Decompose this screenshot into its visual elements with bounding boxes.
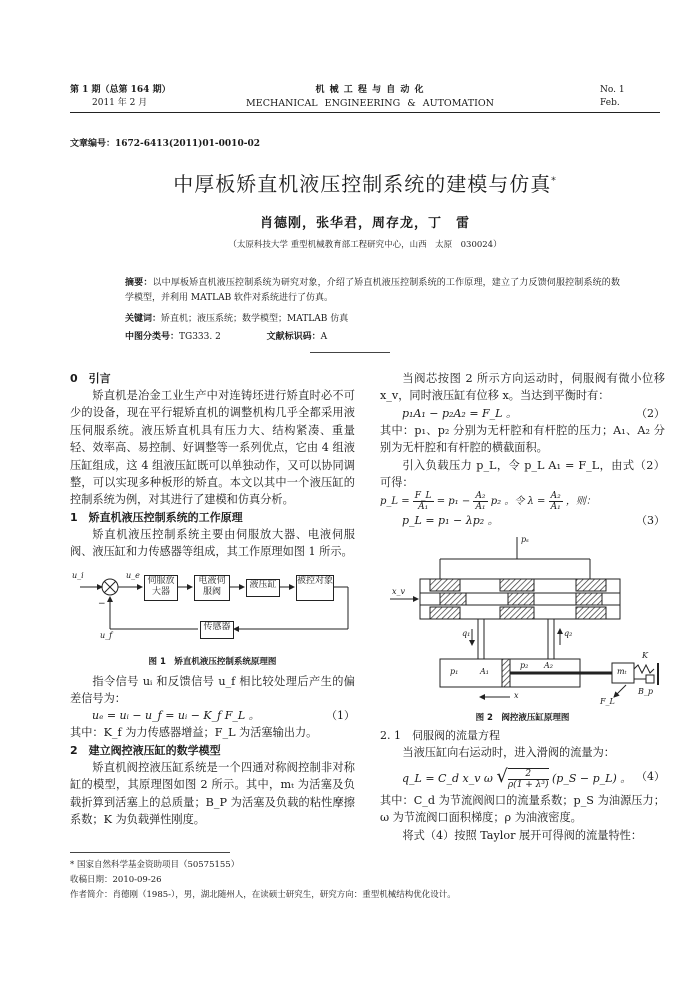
fig2-k: K: [642, 651, 648, 661]
fig1-cylinder: 液压缸: [246, 579, 280, 597]
month: Feb.: [600, 98, 620, 108]
eq3a-frac1: [413, 491, 434, 512]
fig2-p2: p₂: [520, 661, 529, 671]
issue-no: No. 1: [600, 85, 625, 95]
footnote-author: 作者简介：肖德刚（1985-），男，湖北随州人，在读硕士研究生，研究方向：重型机械结构优化设计。: [70, 890, 456, 900]
header-right: [600, 84, 660, 110]
eq3a-frac2: [473, 491, 487, 512]
fig1-servo-valve: 电液伺服阀: [194, 575, 230, 601]
figure-1-caption: 图 1 矫直机液压控制系统原理图: [148, 656, 277, 667]
keywords-text: 矫直机；液压系统；数学模型；MATLAB 仿真: [161, 314, 349, 324]
fig2-q2: q₂: [564, 629, 573, 639]
authors: 肖德刚，张华君，周存龙，丁 雷: [259, 216, 470, 231]
journal-en: MECHANICAL ENGINEERING & AUTOMATION: [246, 98, 494, 109]
intro-paragraph: 矫直机是冶金工业生产中对连铸坯进行矫直时必不可少的设备，现在平行辊矫直机的调整机构几乎全都采用液压伺服系统。液压矫直机具有压力大、结构紧凑、重量轻、效率高、易控制、好调整等一系列优点，它由 4 组液压缸组成，这 4 组液压缸既可以单独动作，又可以协同调整，可以实现多种板形的矫直。本文以其中一个液压缸的控制系统为例，对其进行了建模和仿真分析。: [70, 389, 355, 507]
eq1-number: （1）: [326, 709, 355, 723]
fig2-x: x: [514, 691, 519, 701]
fig2-fl: F_L: [600, 697, 615, 707]
eq3a-mid: = p₁ −: [436, 496, 471, 508]
eq4-post: (p_S − p_L) 。: [552, 771, 632, 785]
figure-1: [70, 569, 355, 651]
fig1-uf-label: u_f: [100, 630, 113, 640]
fig1-minus: −: [98, 598, 106, 609]
keywords: [125, 312, 620, 327]
left-column: [70, 370, 355, 829]
fig2-a2: A₂: [544, 661, 553, 671]
eq3a-f3-num: A₂: [550, 491, 561, 502]
eq4-sqrt: √: [496, 765, 508, 787]
fig2-xv: x_v: [392, 587, 406, 597]
flow-paragraph: 当液压缸向右运动时，进入滑阀的流量为：: [402, 746, 615, 760]
abstract: [125, 276, 620, 306]
eq3a-f1-num: F_L: [414, 491, 432, 502]
eq3a-f2-num: A₂: [475, 491, 486, 502]
fig1-sensor: 传感器: [200, 621, 234, 639]
equation-4: [380, 762, 665, 792]
eq2-explanation: 其中：p₁、p₂ 分别为无杆腔和有杆腔的压力；A₁、A₂ 分别为无杆腔和有杆腔的横截面积。: [380, 423, 665, 455]
section-2-heading: 2 建立阀控液压缸的数学模型: [70, 743, 221, 757]
eq3a-post: p₂ 。令 λ =: [490, 496, 546, 508]
equation-2: [380, 405, 665, 422]
right-column: [380, 370, 665, 844]
subsection-2-1-heading: 2. 1 伺服阀的流量方程: [380, 729, 500, 743]
keywords-label: 关键词：: [125, 314, 162, 324]
section-0-heading: 0 引言: [70, 372, 111, 385]
date: 2011 年 2 月: [92, 98, 148, 108]
equation-1: [70, 707, 355, 724]
eq3a-frac3: [549, 491, 563, 512]
fig2-mt: mₜ: [617, 667, 627, 677]
class-value: TG333. 2: [179, 332, 221, 342]
issue: 第 1 期（总第 164 期）: [70, 85, 171, 95]
fig2-q1: q₁: [462, 629, 471, 639]
section-1-heading: 1 矫直机液压控制系统的工作原理: [70, 510, 243, 524]
eq4-number: （4）: [636, 769, 665, 783]
eq3-number: （3）: [636, 514, 665, 528]
eq2-body: p₁A₁ − p₂A₂ = F_L 。: [402, 406, 517, 420]
load-pressure-paragraph: 引入负载压力 p_L，令 p_L A₁ = F_L，由式（2）可得：: [380, 458, 665, 490]
fig2-bp: B_p: [638, 687, 653, 697]
header-center: [220, 84, 520, 110]
figure-2-caption: 图 2 阀控液压缸原理图: [475, 713, 570, 724]
doc-label: 文献标识码：: [266, 332, 321, 342]
affiliation: （太原科技大学 重型机械教育部工程研究中心，山西 太原 030024）: [228, 240, 502, 250]
fig2-p1: p₁: [450, 667, 459, 677]
fig1-servo-amplifier: 伺服放大器: [144, 575, 178, 601]
abstract-label: 摘要：: [125, 278, 153, 288]
equation-3a: [380, 491, 665, 512]
section-1-paragraph: 矫直机液压控制系统主要由伺服放大器、电液伺服阀、液压缸和力传感器等组成，其工作原理如图 1 所示。: [70, 527, 355, 559]
eq3a-f1-den: A₁: [418, 502, 429, 513]
fig1-ui-label: u_i: [72, 570, 84, 580]
eq3a-pre: p_L =: [380, 496, 410, 508]
footnote-rule: [70, 852, 230, 853]
doc-value: A: [320, 332, 328, 342]
eq1-explanation: 其中：K_f 为力传感器增益；F_L 为活塞输出力。: [70, 726, 318, 740]
eq2-number: （2）: [636, 406, 665, 420]
eq4-num: 2: [508, 769, 549, 780]
abstract-rule: [310, 352, 390, 353]
title-text: 中厚板矫直机液压控制系统的建模与仿真: [173, 172, 552, 196]
eq4-explanation: 其中：C_d 为节流阀阀口的流量系数；p_S 为油源压力；ω 为节流阀口面积梯度；ρ 为油液密度。: [380, 793, 665, 825]
taylor-paragraph: 将式（4）按照 Taylor 展开可得阀的流量特性：: [402, 828, 643, 842]
fig2-ps: pₛ: [521, 535, 529, 545]
fig1-object: 被控对象: [296, 575, 334, 601]
eq4-den: ρ(1 + λ³): [507, 779, 549, 790]
signal-paragraph: 指令信号 uᵢ 和反馈信号 u_f 相比较处理后产生的偏差信号为：: [70, 674, 355, 706]
article-no: 文章编号：1672-6413(2011)01-0010-02: [70, 139, 260, 149]
footnote-fund: * 国家自然科学基金资助项目（50575155）: [70, 860, 240, 870]
fig2-a1: A₁: [480, 667, 489, 677]
header-rule: [70, 112, 660, 113]
valve-paragraph: 当阀芯按图 2 所示方向运动时，伺服阀有微小位移 x_v，同时液压缸有位移 x。当达到平衡时有：: [380, 372, 665, 403]
figure-2: [380, 533, 665, 709]
eq4-frac: [508, 768, 549, 790]
eq3-body: p_L = p₁ − λp₂ 。: [402, 514, 499, 528]
eq3a-f2-den: A₁: [475, 502, 486, 513]
page-title: [70, 168, 660, 197]
journal-cn: 机 械 工 程 与 自 动 化: [315, 85, 425, 95]
eq1-body: uₑ = uᵢ − u_f = uᵢ − K_f F_L 。: [92, 709, 260, 723]
equation-3: [380, 512, 665, 529]
section-2-paragraph: 矫直机阀控液压缸系统是一个四通对称阀控制非对称缸的模型，其原理图如图 2 所示。其中，mₜ 为活塞及负载折算到活塞上的总质量；B_P 为活塞及负载的粘性摩擦系数；K 为负载弹性刚度。: [70, 760, 355, 827]
header-left: [70, 84, 220, 110]
title-mark: *: [551, 176, 557, 187]
figure-2-drawing: [380, 533, 665, 709]
footnotes: [70, 858, 660, 903]
fig1-ue-label: u_e: [126, 570, 140, 580]
footnote-received: 收稿日期：2010-09-26: [70, 875, 162, 885]
class-label: 中图分类号：: [125, 332, 180, 342]
eq4-pre: q_L = C_d x_v ω: [402, 771, 493, 785]
eq3a-f3-den: A₁: [550, 502, 561, 513]
classification: [125, 330, 620, 345]
abstract-text: 以中厚板矫直机液压控制系统为研究对象，介绍了矫直机液压控制系统的工作原理，建立了力反馈伺服控制系统的数学模型，并利用 MATLAB 软件对系统进行了仿真。: [125, 278, 620, 303]
eq3a-end: ，则：: [565, 496, 596, 508]
